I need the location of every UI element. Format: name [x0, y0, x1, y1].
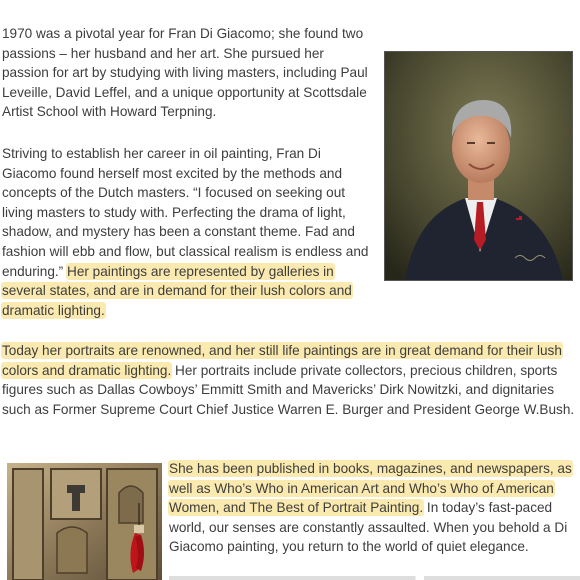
article-paragraph-1 [2, 24, 374, 122]
paragraph-4-text: In today’s fast-paced world, our senses are constantly assaulted. When you behold a Di Giacomo painting, you return to the world of quiet elegance. [169, 500, 568, 555]
paragraph-2-text: Striving to establish her career in oil painting, Fran Di Giacomo found herself most excited by the methods and concepts of the Dutch masters. “I focused on seeking out living masters to study with. Perfecting the drama of light, shadow, and mystery has been a constant theme. Fad and fashion will ebb and flow, but classical realism is endless and enduring.” [2, 146, 369, 279]
still-life-painting-image [7, 463, 162, 580]
portrait-painting-image [384, 51, 573, 281]
paragraph-2-highlight: Her paintings are represented by galleries in several states, and are in demand for their lush colors and dramatic lighting. [2, 263, 352, 318]
paragraph-4-highlight: She has been published in books, magazines, and newspapers, as well as Who’s Who in American Art and Who’s Who of American Women, and The Best of Portrait Painting. [169, 461, 572, 516]
previous-line-cutoff [0, 0, 120, 5]
paragraph-1-text: 1970 was a pivotal year for Fran Di Giacomo; she found two passions – her husband and her art. She pursued her passion for art by studying with living masters, including Paul Leveille, David Leffel, and a unique opportunity at Scottsdale Artist School with Howard Terpning. [2, 26, 368, 120]
paragraph-3-highlight: Today her portraits are renowned, and her still life paintings are in great demand for their lush colors and dramatic lighting. [2, 343, 562, 378]
next-line-cutoff [169, 573, 580, 580]
paragraph-3-text: Her portraits include private collectors, precious children, sports figures such as Dallas Cowboys’ Emmitt Smith and Mavericks’ Dirk Nowitzki, and dignitaries such as Former Supreme Court Chief Justice Warren E. Burger and President George W.Bush. [2, 362, 575, 417]
article-paragraph-4 [169, 459, 578, 557]
article-paragraph-2 [2, 144, 374, 320]
article-paragraph-3 [2, 341, 578, 419]
